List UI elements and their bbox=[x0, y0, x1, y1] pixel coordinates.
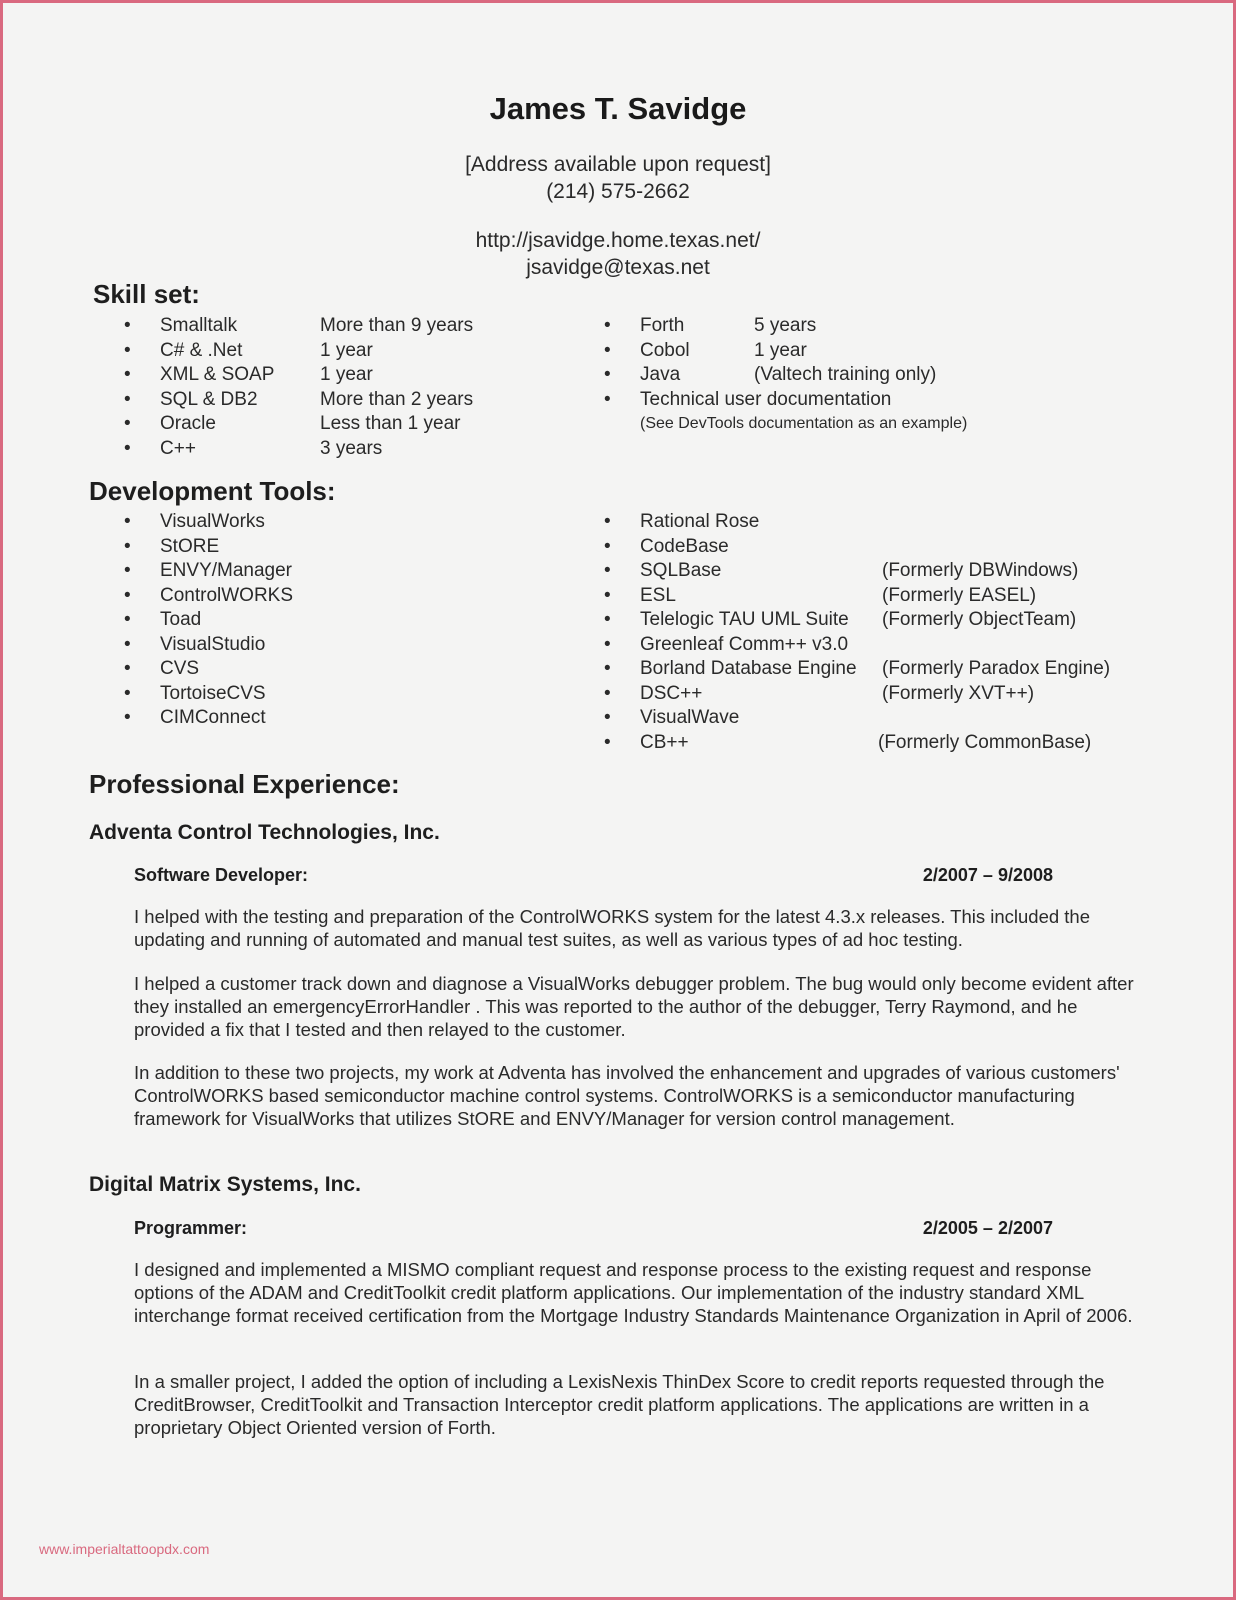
job-paragraph: I designed and implemented a MISMO compliant request and response process to the existing request and response options of the ADAM and CreditToolkit credit platform applications. Our implementation of the industry standard XML interchange format received certification from the Mortgage Industry Standards Maintenance Organization in April of 2006. bbox=[134, 1259, 1133, 1326]
list-item: • Java (Valtech training only) bbox=[604, 364, 937, 385]
job-title: Programmer: bbox=[134, 1218, 248, 1238]
company-name: Adventa Control Technologies, Inc. bbox=[89, 821, 440, 844]
tools-list-right bbox=[604, 510, 1164, 755]
list-item: • XML & SOAP 1 year bbox=[124, 364, 373, 385]
list-item: • Technical user documentation bbox=[604, 388, 892, 410]
website-link[interactable]: http://jsavidge.home.texas.net/ bbox=[475, 229, 761, 252]
email-link[interactable]: jsavidge@texas.net bbox=[526, 256, 710, 279]
list-item: • TortoiseCVS bbox=[124, 682, 266, 704]
list-item: • Toad bbox=[124, 609, 202, 630]
list-item: • C++ 3 years bbox=[124, 437, 383, 459]
list-item: • CodeBase bbox=[604, 535, 729, 557]
job-dates: 2/2007 – 9/2008 bbox=[922, 865, 1053, 885]
development-tools-heading: Development Tools: bbox=[89, 476, 336, 506]
tools-list-left bbox=[124, 510, 584, 731]
list-item: • ENVY/Manager bbox=[124, 560, 293, 581]
list-item: • CVS bbox=[124, 658, 200, 679]
list-item: • StORE bbox=[124, 535, 220, 557]
list-item: • SQL & DB2 More than 2 years bbox=[124, 388, 474, 410]
list-item: • ControlWORKS bbox=[124, 584, 294, 606]
list-item: • Rational Rose bbox=[604, 511, 760, 532]
list-item: • VisualWorks bbox=[124, 511, 265, 532]
job-paragraph: In addition to these two projects, my work at Adventa has involved the enhancement and upgrades of various customers' ControlWORKS based semiconductor machine control systems. ControlWORKS is a semiconductor manufacturing framework for VisualWorks that utilizes StORE and ENVY/Manager for version control management. bbox=[134, 1062, 1120, 1129]
job-paragraph: I helped a customer track down and diagnose a VisualWorks debugger problem. The bug would only become evident after they installed an emergencyErrorHandler . This was reported to the author of the debugger, Terry Raymond, and he provided a fix that I tested and then relayed to the customer. bbox=[134, 973, 1134, 1040]
list-item: • CIMConnect bbox=[124, 707, 266, 728]
list-item: • CB++ (Formerly CommonBase) bbox=[604, 731, 1092, 753]
skill-list-left bbox=[124, 314, 584, 461]
watermark-link[interactable]: www.imperialtattoopdx.com bbox=[39, 1541, 210, 1557]
phone-number: (214) 575-2662 bbox=[546, 180, 690, 203]
list-item: • Oracle Less than 1 year bbox=[124, 413, 461, 434]
list-item: • VisualWave bbox=[604, 707, 740, 728]
experience-heading: Professional Experience: bbox=[89, 769, 400, 799]
list-item: • VisualStudio bbox=[124, 633, 266, 655]
job-paragraph: In a smaller project, I added the option of including a LexisNexis ThinDex Score to credit reports requested through the CreditBrowser, CreditToolkit and Transaction Interceptor credit platform applications. The applications are written in a proprietary Object Oriented version of Forth. bbox=[134, 1371, 1105, 1438]
list-item: • Cobol 1 year bbox=[604, 339, 807, 361]
list-item: • Greenleaf Comm++ v3.0 bbox=[604, 633, 849, 655]
list-item: • Borland Database Engine (Formerly Paradox Engine) bbox=[604, 658, 1111, 679]
list-item: • SQLBase (Formerly DBWindows) bbox=[604, 560, 1079, 581]
list-item: • Smalltalk More than 9 years bbox=[124, 315, 474, 336]
company-name: Digital Matrix Systems, Inc. bbox=[89, 1173, 361, 1196]
job-paragraph: I helped with the testing and preparation of the ControlWORKS system for the latest 4.3.x releases. This included the updating and running of automated and manual test suites, as well as various types of ad hoc testing. bbox=[134, 906, 1091, 950]
job-dates: 2/2005 – 2/2007 bbox=[922, 1218, 1053, 1238]
address-line: [Address available upon request] bbox=[465, 153, 771, 176]
list-item: • C# & .Net 1 year bbox=[124, 339, 373, 361]
list-item: • Forth 5 years bbox=[604, 315, 817, 336]
list-item: • ESL (Formerly EASEL) bbox=[604, 584, 1037, 606]
skill-note: (See DevTools documentation as an example) bbox=[640, 415, 968, 432]
resume-name: James T. Savidge bbox=[489, 91, 747, 126]
list-item: • Telelogic TAU UML Suite (Formerly ObjectTeam) bbox=[604, 609, 1077, 630]
skill-set-heading: Skill set: bbox=[93, 279, 200, 309]
job-title: Software Developer: bbox=[134, 865, 309, 885]
skill-list-right bbox=[604, 314, 1124, 434]
list-item: • DSC++ (Formerly XVT++) bbox=[604, 682, 1035, 704]
